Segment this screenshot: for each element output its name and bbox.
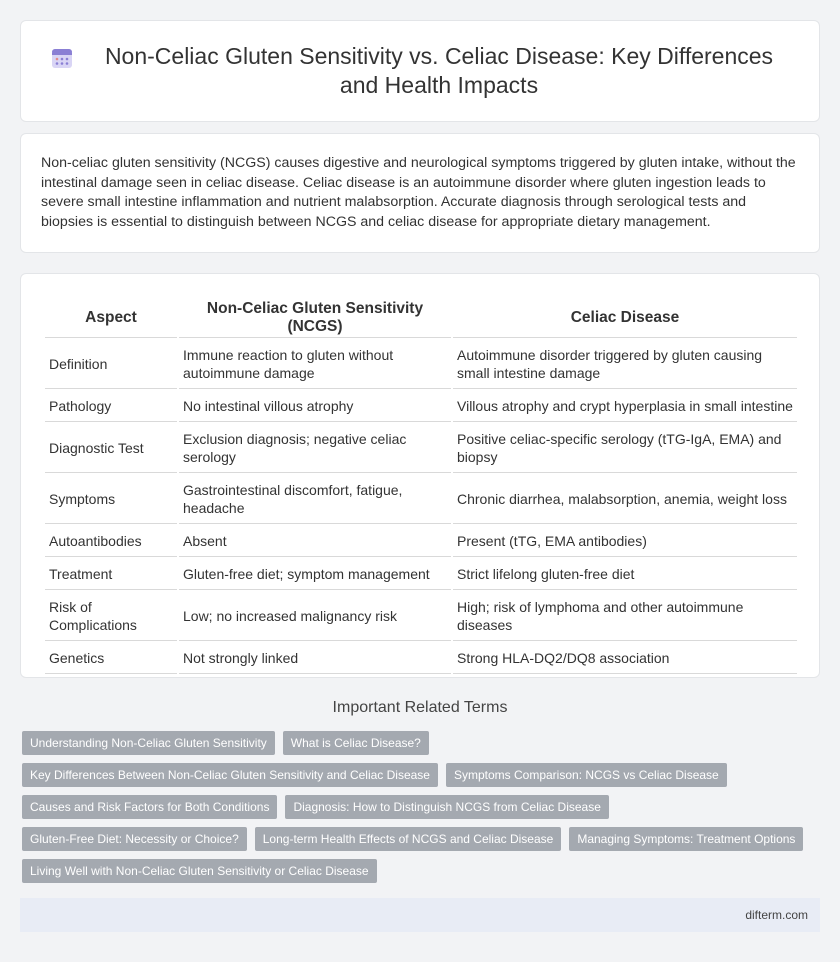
table-row — [45, 526, 797, 557]
table-row — [45, 643, 797, 674]
comparison-card — [20, 273, 820, 678]
aspect-cell: Treatment — [45, 559, 177, 590]
ncgs-cell: No intestinal villous atrophy — [179, 391, 451, 422]
aspect-cell: Autoantibodies — [45, 526, 177, 557]
related-term-link[interactable]: Gluten-Free Diet: Necessity or Choice? — [22, 827, 247, 851]
related-term-link[interactable]: Key Differences Between Non-Celiac Gluten Sensitivity and Celiac Disease — [22, 763, 438, 787]
table-row — [45, 592, 797, 641]
header-ncgs: Non-Celiac Gluten Sensitivity (NCGS) — [179, 296, 451, 338]
header-card — [20, 20, 820, 122]
calendar-icon — [50, 46, 74, 70]
table-row — [45, 475, 797, 524]
footer-site-link[interactable]: difterm.com — [745, 908, 808, 922]
celiac-cell: Chronic diarrhea, malabsorption, anemia, weight loss — [453, 475, 797, 524]
ncgs-cell: Immune reaction to gluten without autoimmune damage — [179, 340, 451, 389]
celiac-cell: High; risk of lymphoma and other autoimmune diseases — [453, 592, 797, 641]
celiac-cell: Strict lifelong gluten-free diet — [453, 559, 797, 590]
footer — [20, 898, 820, 932]
related-term-link[interactable]: Long-term Health Effects of NCGS and Celiac Disease — [255, 827, 562, 851]
related-term-link[interactable]: Understanding Non-Celiac Gluten Sensitivity — [22, 731, 275, 755]
header-celiac: Celiac Disease — [453, 296, 797, 338]
related-terms-list — [22, 731, 812, 883]
ncgs-cell: Low; no increased malignancy risk — [179, 592, 451, 641]
related-terms-heading: Important Related Terms — [332, 699, 508, 716]
table-row — [45, 391, 797, 422]
ncgs-cell: Absent — [179, 526, 451, 557]
related-term-link[interactable]: What is Celiac Disease? — [283, 731, 429, 755]
comparison-table — [43, 294, 799, 676]
table-row — [45, 559, 797, 590]
table-row — [45, 340, 797, 389]
header-aspect: Aspect — [45, 296, 177, 338]
aspect-cell: Pathology — [45, 391, 177, 422]
ncgs-cell: Not strongly linked — [179, 643, 451, 674]
related-term-link[interactable]: Managing Symptoms: Treatment Options — [569, 827, 803, 851]
ncgs-cell: Gluten-free diet; symptom management — [179, 559, 451, 590]
aspect-cell: Genetics — [45, 643, 177, 674]
celiac-cell: Autoimmune disorder triggered by gluten causing small intestine damage — [453, 340, 797, 389]
aspect-cell: Definition — [45, 340, 177, 389]
related-term-link[interactable]: Living Well with Non-Celiac Gluten Sensitivity or Celiac Disease — [22, 859, 377, 883]
related-term-link[interactable]: Causes and Risk Factors for Both Conditions — [22, 795, 277, 819]
intro-card — [20, 133, 820, 253]
header — [50, 42, 790, 100]
intro-paragraph: Non-celiac gluten sensitivity (NCGS) causes digestive and neurological symptoms triggered by gluten intake, without the intestinal damage seen in celiac disease. Celiac disease is an autoimmune disorder where gluten ingestion leads to severe small intestine inflammation and nutrient malabsorption. Accurate diagnosis through serological tests and biopsies is essential to distinguish between NCGS and celiac disease for appropriate dietary management. — [41, 155, 796, 230]
related-term-link[interactable]: Symptoms Comparison: NCGS vs Celiac Disease — [446, 763, 727, 787]
related-term-link[interactable]: Diagnosis: How to Distinguish NCGS from Celiac Disease — [285, 795, 608, 819]
table-header-row — [45, 296, 797, 338]
ncgs-cell: Gastrointestinal discomfort, fatigue, headache — [179, 475, 451, 524]
celiac-cell: Positive celiac-specific serology (tTG-IgA, EMA) and biopsy — [453, 424, 797, 473]
celiac-cell: Villous atrophy and crypt hyperplasia in small intestine — [453, 391, 797, 422]
aspect-cell: Diagnostic Test — [45, 424, 177, 473]
ncgs-cell: Exclusion diagnosis; negative celiac serology — [179, 424, 451, 473]
table-row — [45, 424, 797, 473]
celiac-cell: Strong HLA-DQ2/DQ8 association — [453, 643, 797, 674]
aspect-cell: Symptoms — [45, 475, 177, 524]
celiac-cell: Present (tTG, EMA antibodies) — [453, 526, 797, 557]
page-title: Non-Celiac Gluten Sensitivity vs. Celiac Disease: Key Differences and Health Impacts — [104, 43, 774, 98]
aspect-cell: Risk of Complications — [45, 592, 177, 641]
